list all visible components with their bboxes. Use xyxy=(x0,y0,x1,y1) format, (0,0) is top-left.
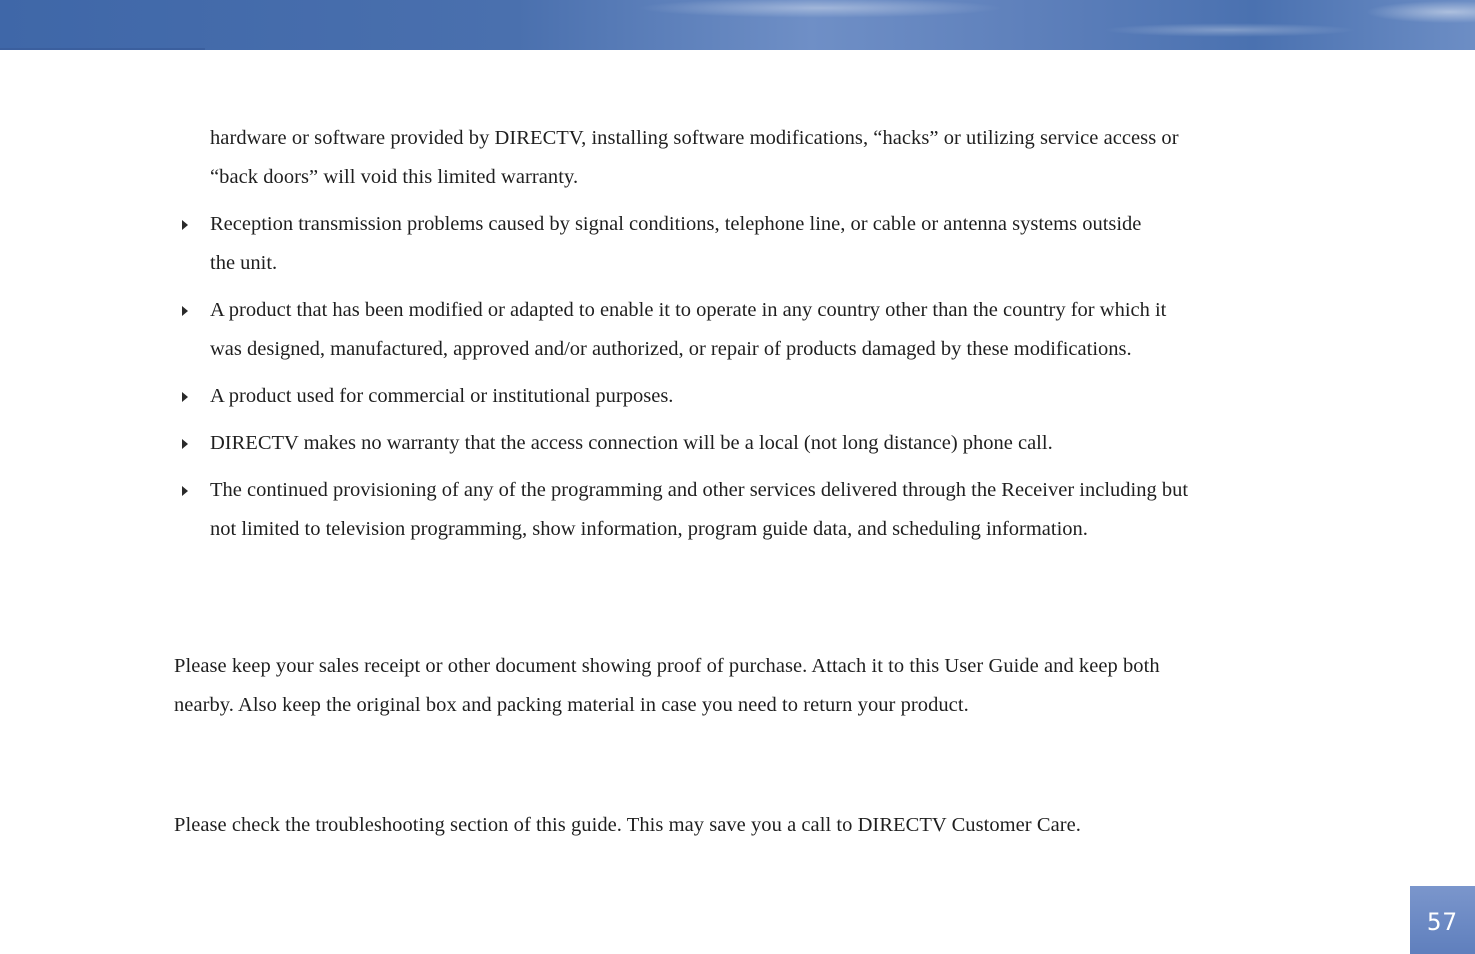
page-number: 57 xyxy=(1427,908,1458,936)
bullet-text xyxy=(210,377,1310,416)
page-number-box xyxy=(1410,886,1475,954)
bullet-line: the unit. xyxy=(210,251,278,274)
receipt-line-2: nearby. Also keep the original box and packing material in case you need to return your product. xyxy=(174,693,969,716)
troubleshooting-paragraph xyxy=(174,806,1314,845)
receipt-paragraph xyxy=(174,647,1314,724)
bullet-arrow-icon xyxy=(182,392,188,402)
bullet-line: Reception transmission problems caused by signal conditions, telephone line, or cable or antenna systems outside xyxy=(210,213,1142,235)
continuation-line-2: “back doors” will void this limited warranty. xyxy=(210,165,579,188)
bullet-line: A product that has been modified or adapted to enable it to operate in any country other than the country for which it xyxy=(210,299,1167,321)
bullet-arrow-icon xyxy=(182,439,188,449)
bullet-arrow-icon xyxy=(182,220,188,230)
receipt-line-1: Please keep your sales receipt or other document showing proof of purchase. Attach it to this User Guide and keep both xyxy=(174,655,1160,677)
bullet-text xyxy=(210,291,1310,368)
bullet-arrow-icon xyxy=(182,306,188,316)
bullet-line: A product used for commercial or institutional purposes. xyxy=(210,385,674,407)
troubleshooting-line: Please check the troubleshooting section of this guide. This may save you a call to DIRECTV Customer Care. xyxy=(174,814,1081,836)
bullet-text xyxy=(210,205,1310,282)
continuation-paragraph xyxy=(210,119,1310,196)
bullet-line: The continued provisioning of any of the programming and other services delivered through the Receiver including but xyxy=(210,479,1189,501)
bullet-text xyxy=(210,471,1310,548)
bullet-text xyxy=(210,424,1310,463)
bullet-line: not limited to television programming, show information, program guide data, and scheduling information. xyxy=(210,517,1088,540)
bullet-arrow-icon xyxy=(182,486,188,496)
bullet-line: DIRECTV makes no warranty that the access connection will be a local (not long distance) phone call. xyxy=(210,432,1053,454)
bullet-line: was designed, manufactured, approved and/or authorized, or repair of products damaged by these modifications. xyxy=(210,337,1132,360)
continuation-line-1: hardware or software provided by DIRECTV, installing software modifications, “hacks” or utilizing service access or xyxy=(210,127,1179,149)
